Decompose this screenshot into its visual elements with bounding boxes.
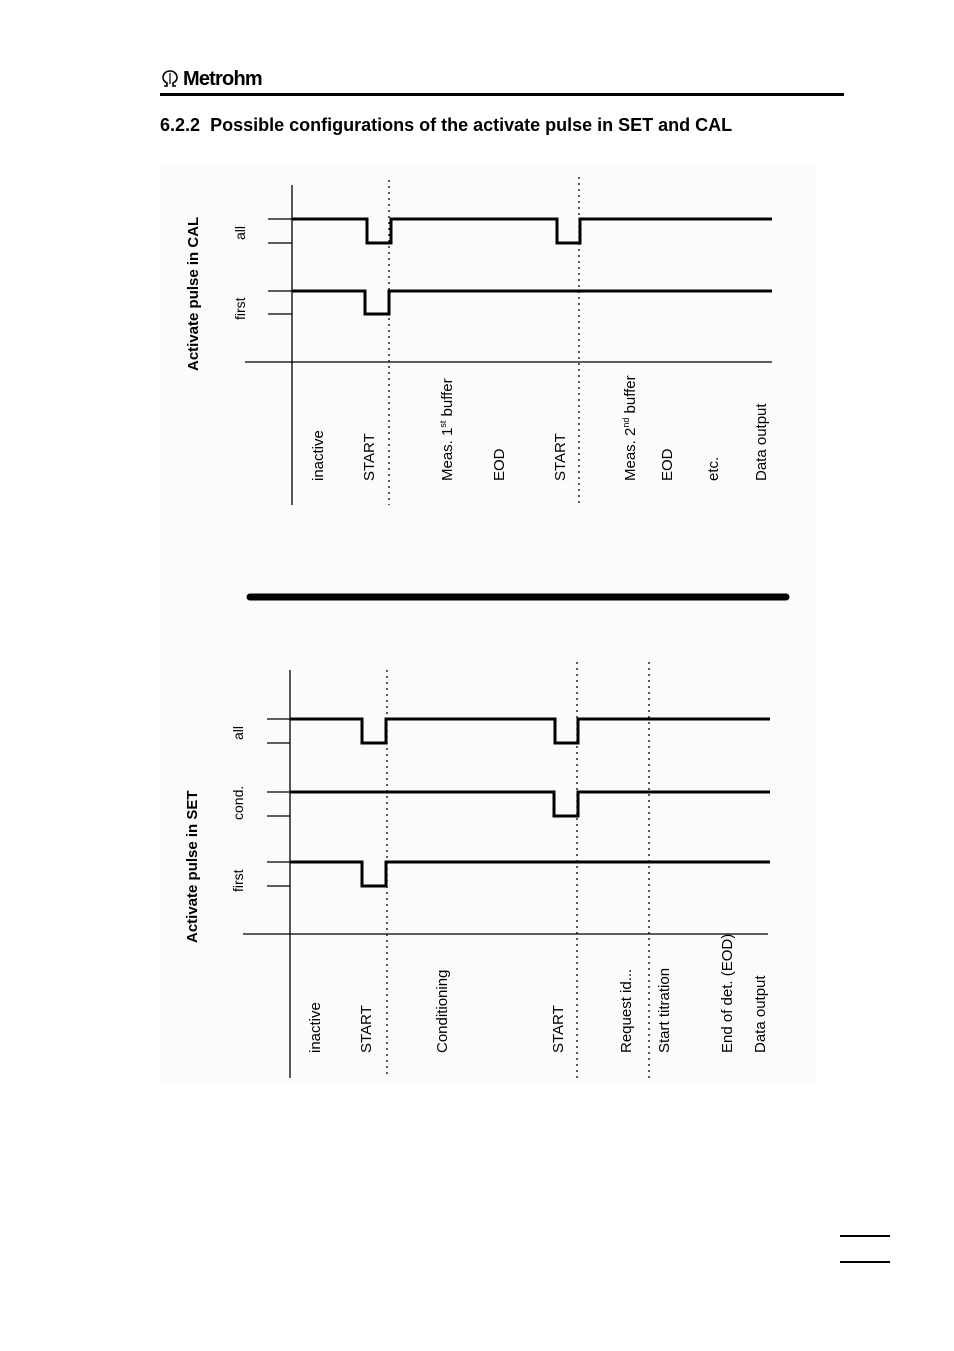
cal-step-label-5 (621, 375, 639, 481)
set-step-label-4-text: Request id... (618, 968, 635, 1053)
section-title: Possible configurations of the activate pulse in SET and CAL (210, 115, 733, 135)
cal-step-label-1 (361, 433, 378, 481)
cal-signal-label-1: first (232, 297, 248, 320)
footer-rule-top (840, 1235, 890, 1237)
set-step-label-7 (752, 975, 769, 1053)
set-step-label-0-text: inactive (307, 1002, 324, 1053)
set-step-label-6 (719, 934, 736, 1053)
set-step-label-2 (434, 970, 451, 1053)
cal-signal-all (292, 219, 772, 243)
cal-step-label-0 (310, 430, 327, 481)
cal-step-label-5-sup: nd (621, 417, 631, 428)
cal-step-label-2-suffix: buffer (439, 378, 456, 421)
set-step-label-2-text: Conditioning (434, 969, 451, 1053)
timing-diagram-svg (160, 165, 816, 1083)
set-signal-label-0: all (230, 725, 246, 740)
cal-step-label-5-suffix: buffer (622, 375, 639, 418)
set-signal-first (290, 862, 770, 886)
set-step-label-3 (550, 1005, 567, 1053)
page-header (160, 66, 844, 96)
section-number: 6.2.2 (160, 115, 201, 135)
header-rule (160, 93, 844, 96)
set-signal-label-2: first (230, 869, 246, 892)
set-signal-all (290, 719, 770, 743)
cal-step-label-8 (753, 403, 770, 481)
cal-step-label-2-sup: st (438, 420, 448, 428)
cal-step-label-3 (491, 448, 508, 481)
cal-step-label-4-text: START (552, 433, 569, 481)
set-step-label-1 (358, 1005, 375, 1053)
cal-step-label-2-text: Meas. 1 (439, 427, 456, 481)
cal-step-label-8-text: Data output (753, 403, 770, 481)
footer-rule-bottom (840, 1261, 890, 1263)
omega-icon (160, 69, 180, 89)
cal-step-label-2 (438, 378, 456, 481)
cal-step-label-4 (552, 433, 569, 481)
set-step-label-0 (307, 1002, 324, 1053)
set-step-label-5-text: Start titration (656, 967, 673, 1053)
set-step-label-5 (656, 968, 673, 1053)
cal-step-label-0-text: inactive (310, 430, 327, 481)
set-step-label-6-text: End of det. (EOD) (719, 933, 736, 1053)
set-step-label-7-text: Data output (752, 975, 769, 1053)
cal-step-label-6-text: EOD (659, 448, 676, 481)
set-step-label-3-text: START (550, 1005, 567, 1053)
set-signal-label-1: cond. (230, 785, 246, 820)
metrohm-logo (160, 66, 262, 92)
cal-step-label-6 (659, 448, 676, 481)
section-heading (160, 114, 840, 136)
brand-name: Metrohm (183, 67, 262, 90)
set-diagram-title: Activate pulse in SET (184, 790, 201, 943)
set-step-label-4 (618, 969, 635, 1053)
cal-step-label-7-text: etc. (705, 456, 722, 481)
set-step-label-1-text: START (358, 1005, 375, 1053)
cal-step-label-5-text: Meas. 2 (622, 427, 639, 481)
cal-step-label-7 (705, 457, 722, 481)
cal-step-label-3-text: EOD (491, 448, 508, 481)
cal-diagram-title: Activate pulse in CAL (185, 216, 202, 371)
activate-pulse-diagrams (160, 165, 816, 1083)
cal-signal-first (292, 291, 772, 314)
cal-step-label-1-text: START (361, 433, 378, 481)
set-signal-cond (290, 792, 770, 816)
cal-signal-label-0: all (232, 225, 248, 240)
